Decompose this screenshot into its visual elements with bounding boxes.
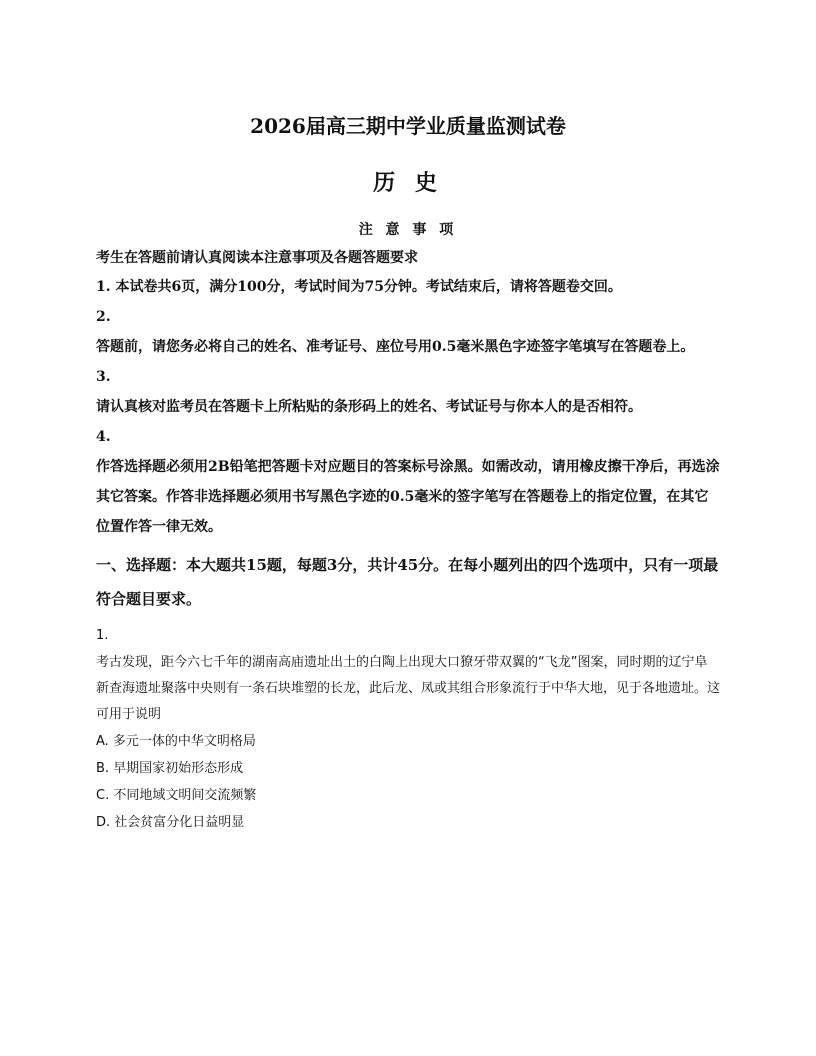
question-1: [96, 626, 720, 836]
question-stem: 考古发现，距今六七千年的湖南高庙遗址出土的白陶上出现大口獠牙带双翼的“飞龙”图案，同时期的辽宁阜新查海遗址聚落中央则有一条石块堆塑的长龙，此后龙、凤或其组合形象流行于中华大地，见于各地遗址。这可用于说明: [96, 655, 721, 722]
notice-item-3-number: 3.: [96, 369, 111, 385]
option-a: A. 多元一体的中华文明格局: [96, 734, 256, 749]
option-c: C. 不同地域文明间交流频繁: [96, 788, 257, 803]
section-heading: 一、选择题：本大题共15题，每题3分，共计45分。在每小题列出的四个选项中，只有一项最符合题目要求。: [96, 556, 719, 608]
notice-item-4-number: 4.: [96, 429, 111, 445]
exam-title: 2026届高三期中学业质量监测试卷: [250, 114, 566, 138]
exam-page: [96, 108, 720, 836]
option-d: D. 社会贫富分化日益明显: [96, 815, 245, 830]
notice-item-1: 1. 本试卷共6页，满分100分，考试时间为75分钟。考试结束后，请将答题卷交回。: [96, 279, 622, 295]
notice-item-4-text: 作答选择题必须用2B铅笔把答题卡对应题目的答案标号涂黑。如需改动，请用橡皮擦干净后，再选涂其它答案。作答非选择题必须用书写黑色字迹的0.5毫米的签字笔写在答题卷上的指定位置，在其它位置作答一律无效。: [96, 459, 720, 535]
notice-heading: 注 意 事 项: [358, 222, 458, 238]
notice-list: [96, 272, 720, 542]
notice-intro: 考生在答题前请认真阅读本注意事项及各题答题要求: [96, 250, 418, 266]
notice-item-2-number: 2.: [96, 309, 111, 325]
option-b: B. 早期国家初始形态形成: [96, 761, 244, 776]
notice-item-2-text: 答题前，请您务必将自己的姓名、准考证号、座位号用0.5毫米黑色字迹签字笔填写在答题卷上。: [96, 339, 695, 355]
notice-item-3-text: 请认真核对监考员在答题卡上所粘贴的条形码上的姓名、考试证号与你本人的是否相符。: [96, 399, 642, 415]
question-number: 1.: [96, 628, 109, 643]
subject-title: 历 史: [373, 170, 443, 196]
